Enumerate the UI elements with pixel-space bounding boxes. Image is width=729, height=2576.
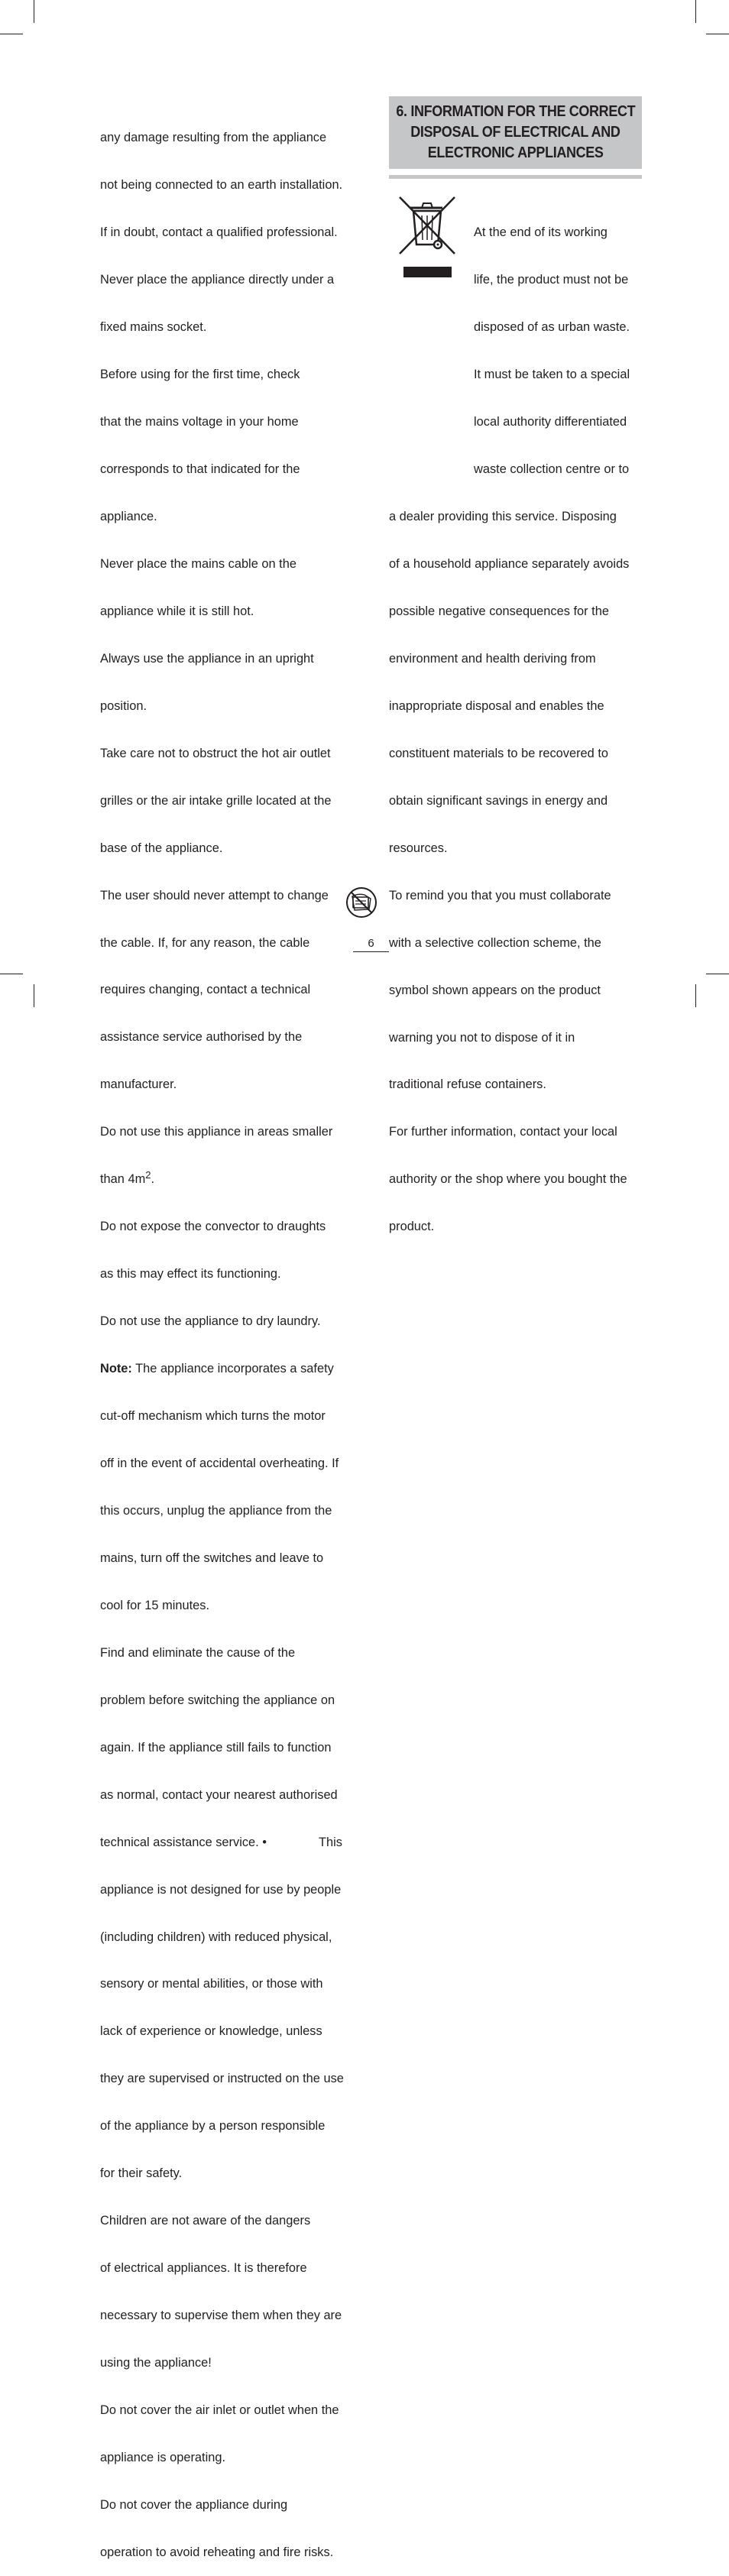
- text-line: for their safety.: [100, 2166, 183, 2181]
- page-number: 6: [353, 936, 389, 952]
- heading-divider: [389, 175, 642, 179]
- text-line: Do not cover the appliance during: [100, 2497, 288, 2512]
- safety-instructions-text: [100, 99, 360, 2576]
- note-text: The appliance incorporates a safety: [131, 1362, 334, 1376]
- text-line: cut-off mechanism which turns the motor: [100, 1409, 326, 1424]
- text-line: At the end of its working: [474, 225, 608, 240]
- area-suffix: .: [151, 1172, 155, 1187]
- text-line: requires changing, contact a technical: [100, 983, 311, 997]
- text-line: grilles or the air intake grille located at the: [100, 793, 332, 808]
- text-line: Find and eliminate the cause of the: [100, 1645, 296, 1660]
- text-line: technical assistance service. • This: [100, 1835, 342, 1849]
- text-line: Do not expose the convector to draughts: [100, 1220, 326, 1234]
- text-line: assistance service authorised by the: [100, 1030, 303, 1045]
- text-line: that the mains voltage in your home: [100, 415, 299, 429]
- area-line: [100, 1171, 360, 1188]
- text-line: For further information, contact your local: [389, 1125, 617, 1139]
- text-line: possible negative consequences for the: [389, 604, 609, 618]
- text-line: It must be taken to a special: [474, 368, 630, 382]
- do-not-cover-icon: [345, 886, 377, 919]
- text-line: resources.: [389, 841, 448, 855]
- note-label: Note:: [100, 1362, 132, 1376]
- text-line: problem before switching the appliance on: [100, 1693, 335, 1707]
- text-line: not being connected to an earth installation.: [100, 178, 343, 193]
- text-line: Always use the appliance in an upright: [100, 651, 314, 666]
- text-line: Before using for the first time, check: [100, 368, 300, 382]
- crop-mark: [695, 0, 696, 23]
- text-line: operation to avoid reheating and fire risks.: [100, 2545, 334, 2559]
- text-line: Do not use this appliance in areas smaller: [100, 1125, 333, 1139]
- text-line: obtain significant savings in energy and: [389, 793, 608, 808]
- text-line: warning you not to dispose of it in: [389, 1030, 575, 1045]
- text-line: of a household appliance separately avoids: [389, 556, 630, 571]
- text-line: as this may effect its functioning.: [100, 1267, 281, 1282]
- text-line: waste collection centre or to: [474, 462, 630, 477]
- text-line: Do not cover the air inlet or outlet when the: [100, 2403, 339, 2418]
- area-superscript: 2: [145, 1169, 151, 1181]
- heading-line: DISPOSAL OF ELECTRICAL AND: [410, 124, 620, 141]
- text-line: traditional refuse containers.: [389, 1077, 546, 1092]
- text-line: cool for 15 minutes.: [100, 1598, 210, 1612]
- text-line: a dealer providing this service. Disposing: [389, 510, 617, 524]
- text-line: of the appliance by a person responsible: [100, 2119, 326, 2134]
- text-line: constituent materials to be recovered to: [389, 746, 608, 760]
- text-line: Never place the mains cable on the: [100, 556, 296, 571]
- text-line: To remind you that you must collaborate: [389, 888, 611, 902]
- text-line: Take care not to obstruct the hot air outlet: [100, 746, 331, 760]
- text-line: mains, turn off the switches and leave to: [100, 1550, 324, 1565]
- text-line: the cable. If, for any reason, the cable: [100, 935, 310, 950]
- text-line: (including children) with reduced physical,: [100, 1930, 332, 1944]
- text-line: If in doubt, contact a qualified professional.: [100, 225, 338, 240]
- disposal-information-text: [389, 193, 645, 1251]
- text-line: appliance is not designed for use by people: [100, 1882, 342, 1897]
- heading-line: ELECTRONIC APPLIANCES: [427, 144, 604, 161]
- text-line: of electrical appliances. It is therefore: [100, 2261, 307, 2276]
- text-line: they are supervised or instructed on the use: [100, 2072, 344, 2086]
- text-line: necessary to supervise them when they are: [100, 2309, 342, 2323]
- note-line: [100, 1361, 360, 1377]
- text-line: authority or the shop where you bought the: [389, 1172, 627, 1187]
- text-line: appliance.: [100, 509, 157, 523]
- text-line: with a selective collection scheme, the: [389, 935, 601, 950]
- text-line: manufacturer.: [100, 1077, 177, 1092]
- text-line: corresponds to that indicated for the: [100, 462, 300, 476]
- text-line: environment and health deriving from: [389, 651, 596, 666]
- text-line: base of the appliance.: [100, 841, 223, 855]
- area-text: than 4m: [100, 1172, 146, 1187]
- crop-mark: [695, 984, 696, 1007]
- text-line: any damage resulting from the appliance: [100, 131, 327, 145]
- text-line: product.: [389, 1220, 435, 1234]
- text-line: again. If the appliance still fails to function: [100, 1740, 332, 1755]
- text-line: lack of experience or knowledge, unless: [100, 2024, 322, 2039]
- text-line: symbol shown appears on the product: [389, 983, 601, 997]
- text-line: fixed mains socket.: [100, 320, 207, 335]
- text-line: off in the event of accidental overheating. If: [100, 1456, 339, 1470]
- text-line: position.: [100, 698, 147, 713]
- text-line: appliance while it is still hot.: [100, 604, 254, 618]
- text-line: Children are not aware of the dangers: [100, 2214, 311, 2228]
- text-line: this occurs, unplug the appliance from the: [100, 1503, 332, 1518]
- text-line: local authority differentiated: [474, 415, 627, 429]
- text-line: The user should never attempt to change: [100, 888, 329, 902]
- text-line: Do not use the appliance to dry laundry.: [100, 1314, 321, 1329]
- heading-line: 6. INFORMATION FOR THE CORRECT: [396, 103, 635, 120]
- text-line: Never place the appliance directly under a: [100, 273, 335, 287]
- text-line: life, the product must not be: [474, 273, 629, 287]
- text-line: disposed of as urban waste.: [474, 320, 630, 335]
- text-line: appliance is operating.: [100, 2451, 226, 2465]
- text-line: using the appliance!: [100, 2356, 212, 2370]
- text-line: sensory or mental abilities, or those with: [100, 1977, 323, 1991]
- text-line: inappropriate disposal and enables the: [389, 698, 604, 713]
- text-line: as normal, contact your nearest authorised: [100, 1787, 338, 1802]
- section-6-heading: [389, 96, 642, 169]
